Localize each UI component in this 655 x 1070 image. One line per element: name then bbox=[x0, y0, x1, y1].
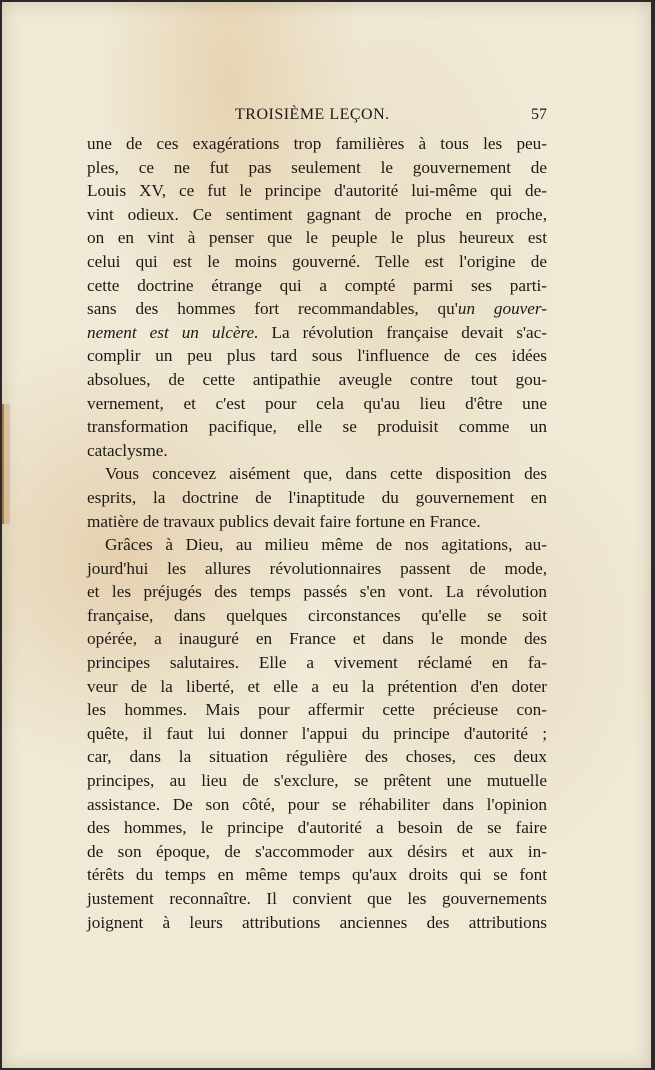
text-line: les hommes. Mais pour affermir cette précieuse con- bbox=[87, 700, 547, 720]
text-line: cataclysme. bbox=[87, 440, 168, 460]
italic-fragment: nement est un ulcère. bbox=[87, 322, 259, 342]
text-line: cette doctrine étrange qui a compté parmi ses parti- bbox=[87, 275, 547, 295]
text-line: jourd'hui les allures révolutionnaires passent de mode, bbox=[87, 558, 547, 578]
running-head: TROISIÈME LEÇON. bbox=[235, 106, 390, 123]
text-line: des hommes, le principe d'autorité a besoin de se faire bbox=[87, 818, 547, 838]
text-line: française, dans quelques circonstances qu'elle se soit bbox=[87, 605, 547, 625]
text-line: Vous concevez aisément que, dans cette disposition des bbox=[105, 464, 547, 484]
book-page bbox=[2, 2, 651, 1068]
text-line: Grâces à Dieu, au milieu même de nos agitations, au- bbox=[105, 535, 547, 555]
text-line: principes salutaires. Elle a vivement réclamé en fa- bbox=[87, 653, 547, 673]
text-line: ples, ce ne fut pas seulement le gouvernement de bbox=[87, 157, 547, 177]
text-line: absolues, de cette antipathie aveugle contre tout gou- bbox=[87, 369, 547, 389]
text-line: veur de la liberté, et elle a eu la prétention d'en doter bbox=[87, 676, 547, 696]
text-line-with-italic bbox=[87, 297, 547, 321]
text-line: assistance. De son côté, pour se réhabiliter dans l'opinion bbox=[87, 794, 547, 814]
text-line: justement reconnaître. Il convient que les gouvernements bbox=[87, 889, 547, 908]
text-line: car, dans la situation régulière des choses, ces deux bbox=[87, 747, 547, 767]
page-number: 57 bbox=[531, 106, 547, 123]
text-line: principes, au lieu de s'exclure, se prêtent une mutuelle bbox=[87, 771, 547, 791]
text-line: celui qui est le moins gouverné. Telle est l'origine de bbox=[87, 251, 547, 271]
text-line: vernement, et c'est pour cela qu'au lieu d'être une bbox=[87, 393, 547, 413]
italic-fragment: un gouver- bbox=[457, 299, 547, 319]
text-fragment: sans des hommes fort recommandables, qu' bbox=[87, 299, 458, 319]
text-line: de son époque, de s'accommoder aux désirs et aux in- bbox=[87, 841, 547, 861]
text-line: joignent à leurs attributions anciennes des attributions bbox=[87, 912, 547, 932]
text-line: une de ces exagérations trop familières à tous les peu- bbox=[87, 134, 547, 153]
text-line: on en vint à penser que le peuple le plus heureux est bbox=[87, 228, 547, 248]
text-line: opérée, a inauguré en France et dans le monde des bbox=[87, 629, 547, 649]
binding-stain bbox=[2, 404, 10, 524]
text-line: esprits, la doctrine de l'inaptitude du gouvernement en bbox=[87, 487, 547, 507]
text-fragment: La révolution française devait s'ac- bbox=[258, 322, 548, 342]
text-line-with-italic bbox=[87, 321, 547, 345]
page-header bbox=[87, 106, 547, 128]
text-line: et les préjugés des temps passés s'en vont. La révolution bbox=[87, 582, 547, 602]
body-text bbox=[87, 132, 547, 934]
text-line: Louis XV, ce fut le principe d'autorité lui-même qui de- bbox=[87, 181, 547, 201]
text-line: transformation pacifique, elle se produisit comme un bbox=[87, 417, 547, 437]
text-line: matière de travaux publics devait faire fortune en France. bbox=[87, 511, 481, 531]
text-line: quête, il faut lui donner l'appui du principe d'autorité ; bbox=[87, 723, 547, 743]
text-line: vint odieux. Ce sentiment gagnant de proche en proche, bbox=[87, 204, 547, 224]
text-line: térêts du temps en même temps qu'aux droits qui se font bbox=[87, 865, 547, 885]
text-line: complir un peu plus tard sous l'influence de ces idées bbox=[87, 346, 547, 366]
